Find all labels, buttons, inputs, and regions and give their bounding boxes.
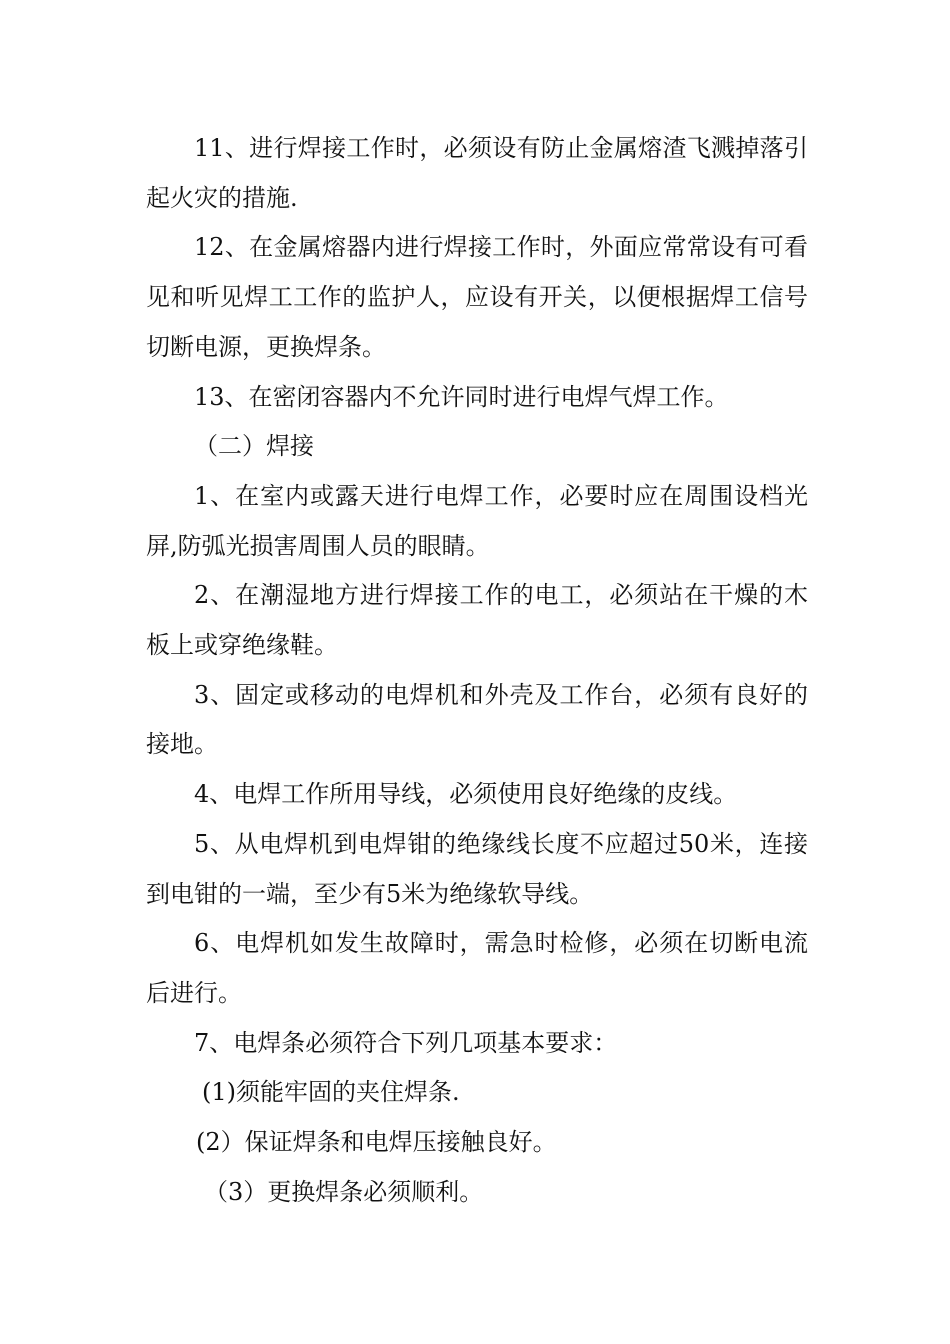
paragraph-item-11: 11、进行焊接工作时，必须设有防止金属熔渣飞溅掉落引起火灾的措施. [146,134,808,212]
paragraph-item-2: 2、在潮湿地方进行焊接工作的电工，必须站在干燥的木板上或穿绝缘鞋。 [146,581,808,660]
sub-item-3: （3）更换焊条必须顺利。 [204,1177,484,1206]
sub-item-1: (1)须能牢固的夹住焊条. [202,1078,460,1107]
document-body [146,124,808,1217]
paragraph-item-12: 12、在金属熔器内进行焊接工作时，外面应常常设有可看见和听见焊工工作的监护人，应设有开关，以便根据焊工信号切断电源，更换焊条。 [146,233,808,361]
paragraph-item-6: 6、电焊机如发生故障时，需急时检修，必须在切断电流后进行。 [146,929,808,1007]
section-heading-welding: （二）焊接 [194,432,314,461]
paragraph-item-1: 1、在室内或露天进行电焊工作，必要时应在周围设档光屏,防弧光损害周围人员的眼睛。 [146,481,808,560]
paragraph-item-4: 4、电焊工作所用导线，必须使用良好绝缘的皮线。 [194,780,738,809]
sub-item-2: (2）保证焊条和电焊压接触良好。 [196,1128,557,1157]
paragraph-item-3: 3、固定或移动的电焊机和外壳及工作台，必须有良好的接地。 [146,680,808,759]
paragraph-item-5: 5、从电焊机到电焊钳的绝缘线长度不应超过50米，连接到电钳的一端，至少有5米为绝缘软导线。 [146,829,808,908]
paragraph-item-7: 7、电焊条必须符合下列几项基本要求： [194,1028,618,1057]
paragraph-item-13: 13、在密闭容器内不允许同时进行电焊气焊工作。 [194,382,729,411]
